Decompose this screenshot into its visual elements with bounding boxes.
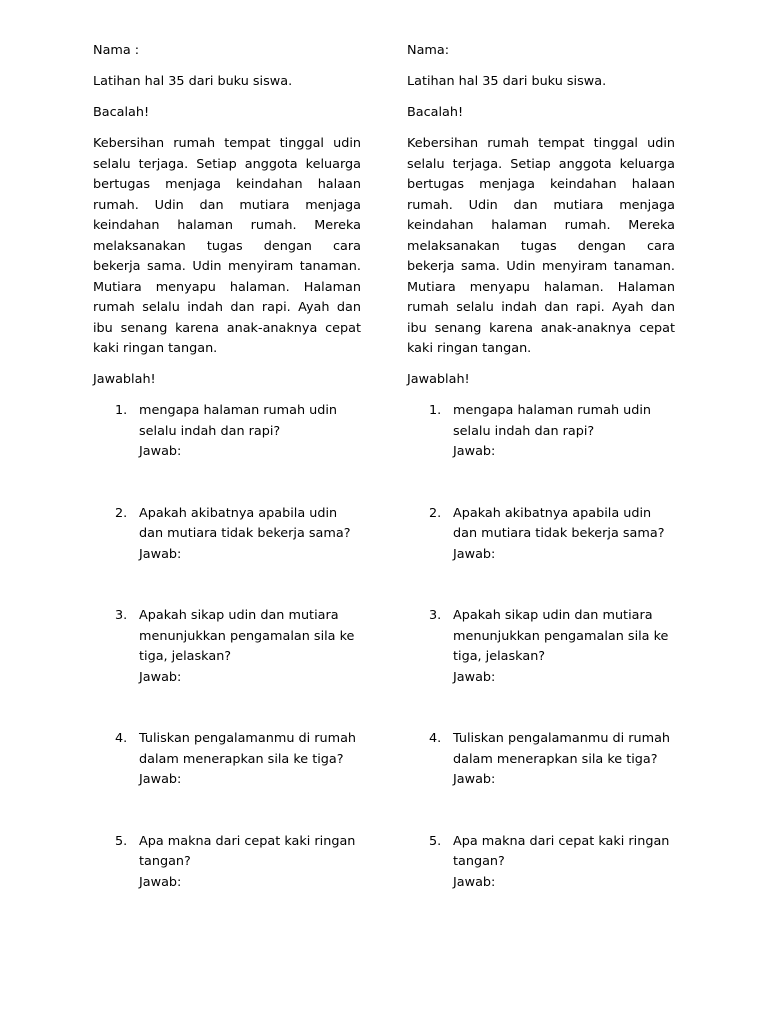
question-text: Tuliskan pengalamanmu di rumah dalam menerapkan sila ke tiga? bbox=[453, 731, 671, 767]
question-number: 2. bbox=[429, 505, 442, 521]
question-number: 3. bbox=[115, 608, 128, 623]
question-text: Apakah sikap udin dan mutiara menunjukkan pengamalan sila ke tiga, jelaskan? bbox=[139, 608, 355, 664]
question-item bbox=[93, 606, 361, 688]
worksheet-right-column bbox=[407, 41, 675, 934]
answer-label: Jawab: bbox=[139, 669, 182, 685]
question-item bbox=[93, 401, 361, 463]
question-number: 2. bbox=[115, 505, 128, 521]
answer-label: Jawab: bbox=[139, 546, 182, 562]
exercise-line: Latihan hal 35 dari buku siswa. bbox=[407, 74, 607, 89]
question-number: 4. bbox=[115, 731, 128, 746]
reading-passage: Kebersihan rumah tempat tinggal udin selalu terjaga. Setiap anggota keluarga bertugas menjaga keindahan halaan rumah. Udin dan mutiara menjaga keindahan halaman rumah. Mereka melaksanakan tugas dengan cara bekerja sama. Udin menyiram tanaman. Mutiara menyapu halaman. Halaman rumah selalu indah dan rapi. Ayah dan ibu senang karena anak-anaknya cepat kaki ringan tangan. bbox=[93, 136, 361, 356]
answer-instruction: Jawablah! bbox=[93, 372, 156, 387]
question-item bbox=[93, 832, 361, 894]
answer-label: Jawab: bbox=[453, 444, 496, 459]
reading-passage: Kebersihan rumah tempat tinggal udin selalu terjaga. Setiap anggota keluarga bertugas menjaga keindahan halaan rumah. Udin dan mutiara menjaga keindahan halaman rumah. Mereka melaksanakan tugas dengan cara bekerja sama. Udin menyiram tanaman. Mutiara menyapu halaman. Halaman rumah selalu indah dan rapi. Ayah dan ibu senang karena anak-anaknya cepat kaki ringan tangan. bbox=[407, 136, 675, 356]
question-item bbox=[407, 832, 675, 894]
name-label: Nama: bbox=[407, 43, 450, 58]
answer-label: Jawab: bbox=[453, 874, 496, 890]
question-item bbox=[407, 729, 675, 791]
answer-label: Jawab: bbox=[453, 772, 496, 787]
question-item bbox=[93, 729, 361, 791]
answer-label: Jawab: bbox=[453, 669, 496, 685]
answer-label: Jawab: bbox=[139, 772, 182, 787]
question-number: 4. bbox=[429, 731, 442, 746]
question-text: Apakah akibatnya apabila udin dan mutiara tidak bekerja sama? bbox=[453, 505, 665, 541]
question-text: Apakah sikap udin dan mutiara menunjukkan pengamalan sila ke tiga, jelaskan? bbox=[453, 608, 669, 664]
question-text: Tuliskan pengalamanmu di rumah dalam menerapkan sila ke tiga? bbox=[139, 731, 357, 767]
question-text: mengapa halaman rumah udin selalu indah dan rapi? bbox=[453, 403, 652, 439]
question-item bbox=[93, 504, 361, 566]
question-text: mengapa halaman rumah udin selalu indah dan rapi? bbox=[139, 403, 338, 439]
question-text: Apakah akibatnya apabila udin dan mutiara tidak bekerja sama? bbox=[139, 505, 351, 541]
question-list bbox=[93, 401, 361, 893]
question-item bbox=[407, 504, 675, 566]
answer-instruction: Jawablah! bbox=[407, 372, 470, 387]
answer-label: Jawab: bbox=[453, 546, 496, 562]
question-text: Apa makna dari cepat kaki ringan tangan? bbox=[453, 833, 670, 869]
question-number: 3. bbox=[429, 608, 442, 623]
question-number: 5. bbox=[115, 833, 128, 849]
read-instruction: Bacalah! bbox=[93, 105, 150, 120]
exercise-line: Latihan hal 35 dari buku siswa. bbox=[93, 74, 293, 89]
question-number: 1. bbox=[115, 403, 128, 418]
read-instruction: Bacalah! bbox=[407, 105, 464, 120]
question-text: Apa makna dari cepat kaki ringan tangan? bbox=[139, 833, 356, 869]
answer-label: Jawab: bbox=[139, 874, 182, 890]
question-list bbox=[407, 401, 675, 893]
answer-label: Jawab: bbox=[139, 444, 182, 459]
question-item bbox=[407, 606, 675, 688]
question-item bbox=[407, 401, 675, 463]
question-number: 1. bbox=[429, 403, 442, 418]
worksheet-left-column bbox=[93, 41, 361, 934]
name-label: Nama : bbox=[93, 43, 140, 58]
question-number: 5. bbox=[429, 833, 442, 849]
